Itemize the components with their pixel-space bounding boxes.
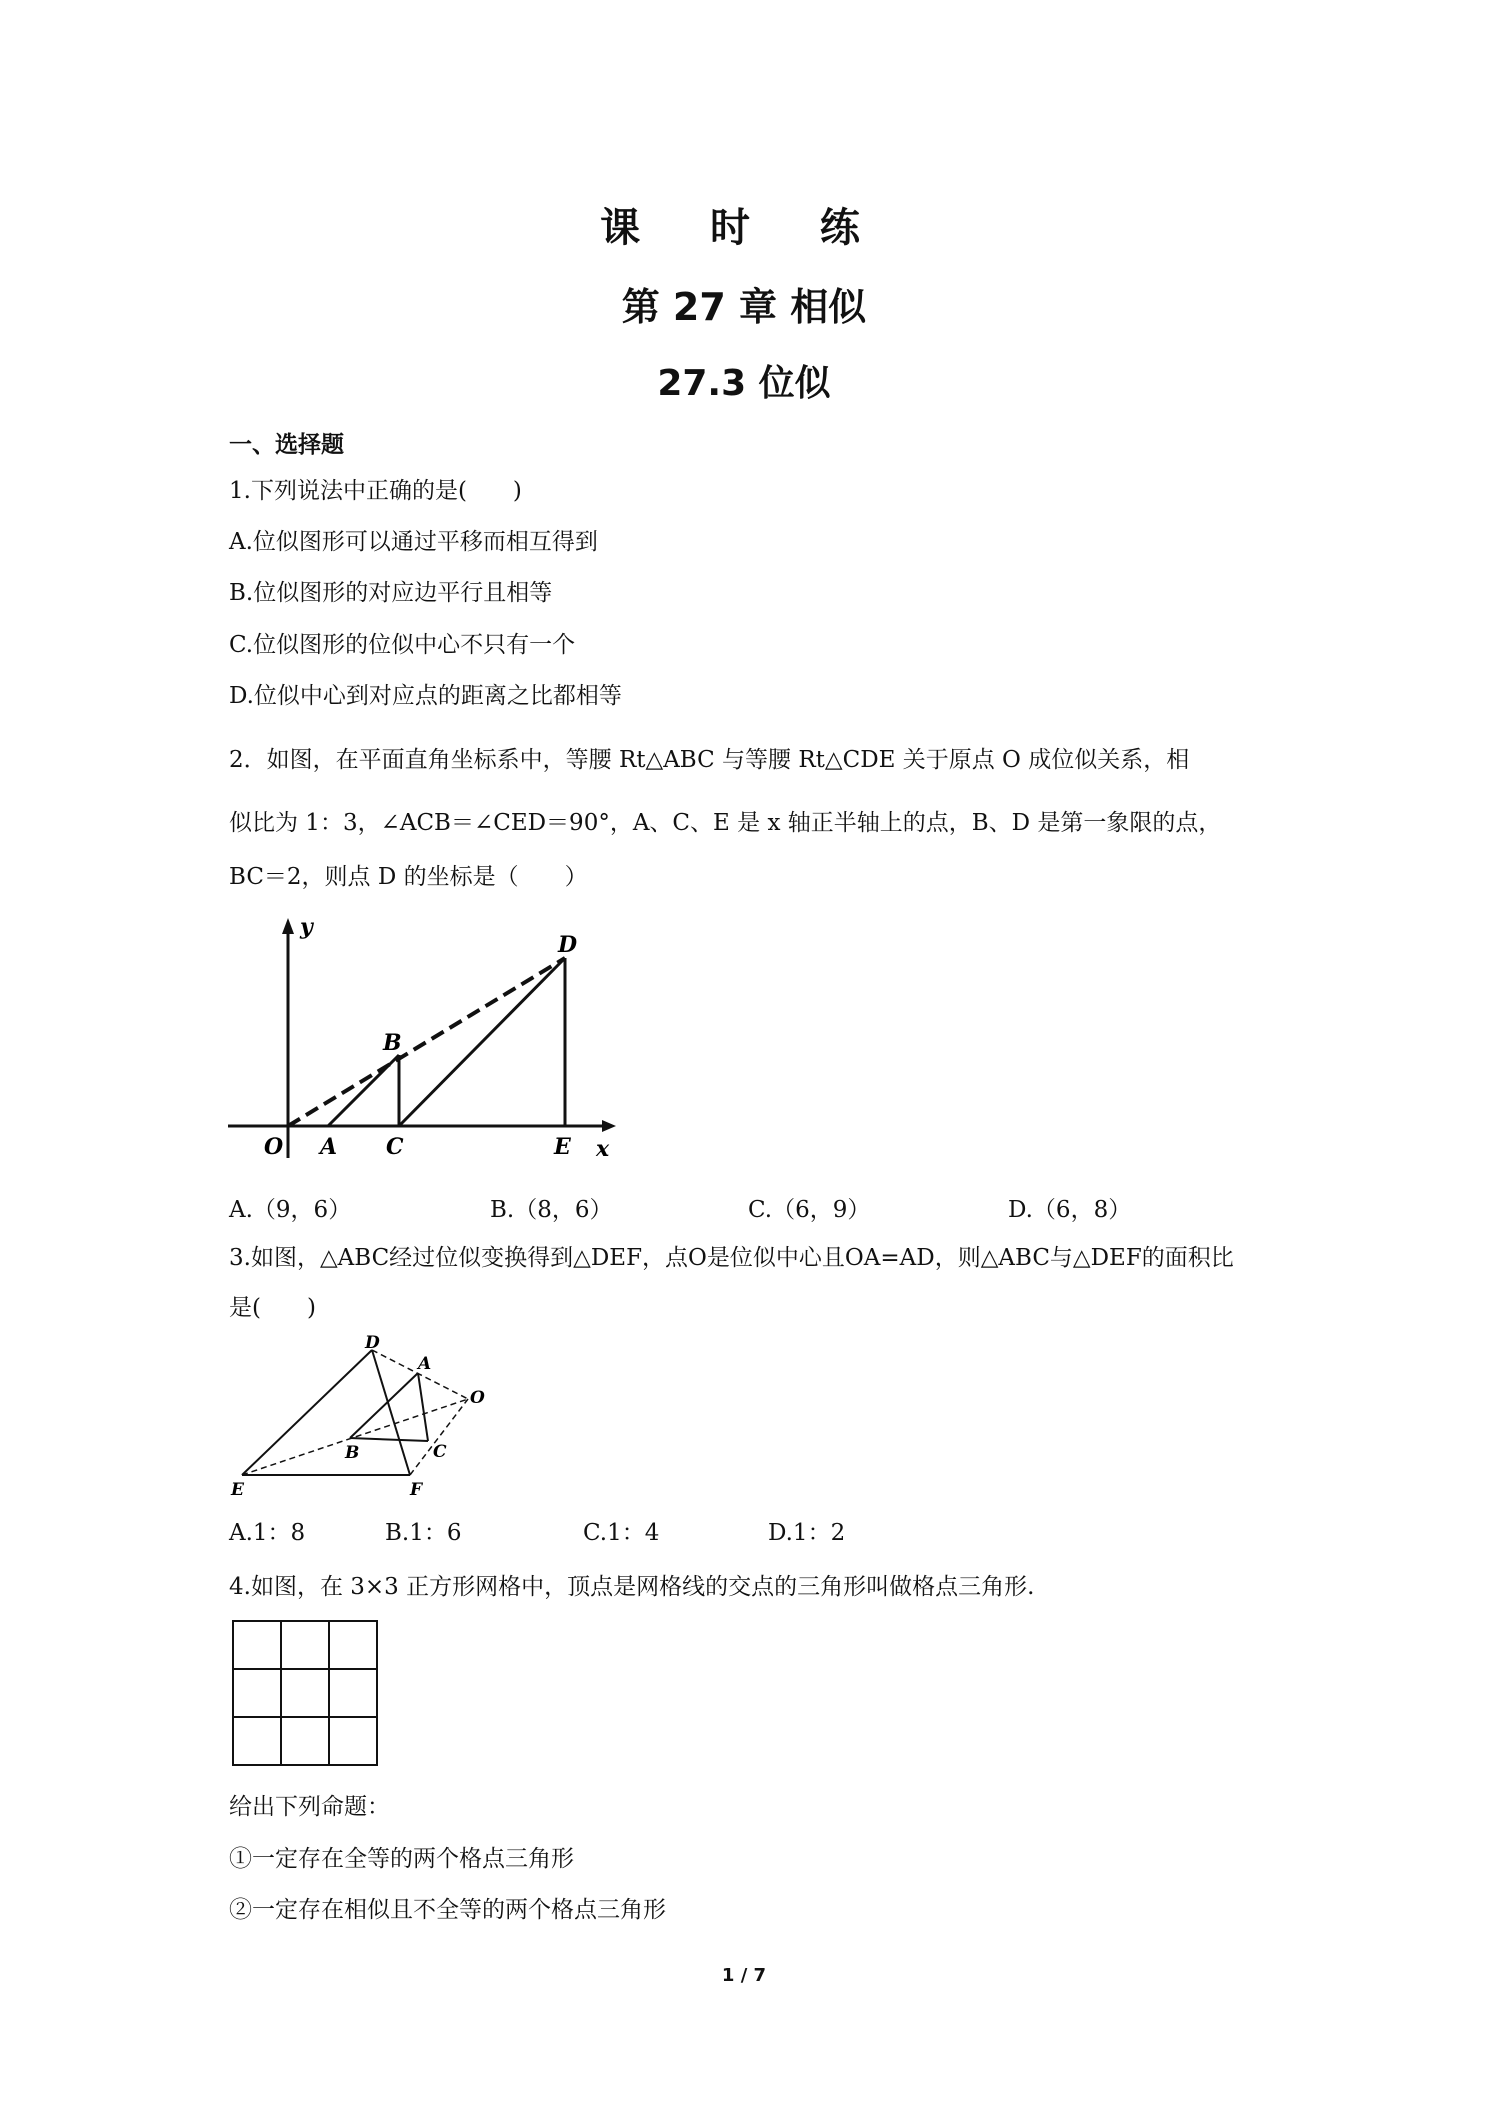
q1-stem: 1.下列说法中正确的是( ) [229,478,522,504]
segment-ab [328,1055,399,1126]
q3-option-b: B.1：6 [385,1520,462,1546]
label-d: D [558,932,578,958]
grid-border [233,1621,377,1765]
q3-option-a: A.1：8 [229,1520,306,1546]
q2-option-d: D.（6，8） [1008,1197,1132,1223]
q2-stem-line-2: 似比为 1：3，∠ACB＝∠CED＝90°，A、C、E 是 x 轴正半轴上的点，B、D 是第一象限的点， [229,810,1222,836]
label-b: B [345,1443,360,1463]
doc-title: 课 时 练 [600,205,888,251]
section-title: 27.3 位似 [657,363,831,404]
label-y: y [300,914,313,940]
q2-figure [220,910,620,1170]
label-e: E [554,1134,571,1160]
q2-stem-line-3: BC＝2，则点 D 的坐标是（ ） [229,864,588,890]
label-o: O [264,1134,284,1160]
q4-item-2: ②一定存在相似且不全等的两个格点三角形 [229,1897,666,1923]
label-d: D [365,1335,380,1353]
q1-option-b: B.位似图形的对应边平行且相等 [229,580,553,606]
q1-option-a: A.位似图形可以通过平移而相互得到 [229,529,598,555]
q4-lead: 给出下列命题： [229,1794,390,1820]
label-b: B [383,1030,402,1056]
q4-grid-figure [230,1618,380,1768]
q3-option-d: D.1：2 [768,1520,846,1546]
dashed-line-od [288,958,565,1126]
q2-option-b: B.（8，6） [490,1197,613,1223]
dashed-line-eo [242,1399,468,1475]
q1-option-c: C.位似图形的位似中心不只有一个 [229,632,576,658]
label-f: F [410,1480,423,1500]
x-axis-arrow-icon [602,1120,616,1132]
label-c: C [433,1442,447,1462]
label-x: x [596,1136,610,1162]
q4-item-1: ①一定存在全等的两个格点三角形 [229,1846,574,1872]
label-a: A [320,1134,338,1160]
q4-stem: 4.如图，在 3×3 正方形网格中，顶点是网格线的交点的三角形叫做格点三角形. [229,1574,1035,1600]
segment-ac [418,1373,428,1441]
chapter-title: 第 27 章 相似 [621,285,867,329]
q2-option-a: A.（9，6） [229,1197,352,1223]
label-o: O [470,1388,485,1408]
q3-option-c: C.1：4 [583,1520,660,1546]
dashed-line-fo [410,1399,468,1475]
q2-stem-line-1: 2．如图，在平面直角坐标系中，等腰 Rt△ABC 与等腰 Rt△CDE 关于原点 O 成位似关系，相 [229,747,1190,773]
y-axis-arrow-icon [282,918,294,934]
segment-bc [350,1438,428,1441]
label-a: A [418,1354,432,1374]
label-c: C [386,1134,404,1160]
q3-figure [222,1335,492,1500]
section-heading: 一、选择题 [229,432,344,458]
label-e: E [231,1480,244,1500]
q3-stem-line-1: 3.如图，△ABC经过位似变换得到△DEF，点O是位似中心且OA=AD，则△ABC与△DEF的面积比 [229,1245,1234,1271]
page-number: 1 / 7 [721,1965,767,1986]
q2-option-c: C.（6，9） [748,1197,871,1223]
q1-option-d: D.位似中心到对应点的距离之比都相等 [229,683,622,709]
q3-stem-line-2: 是( ) [229,1295,316,1321]
segment-ab [350,1373,418,1438]
